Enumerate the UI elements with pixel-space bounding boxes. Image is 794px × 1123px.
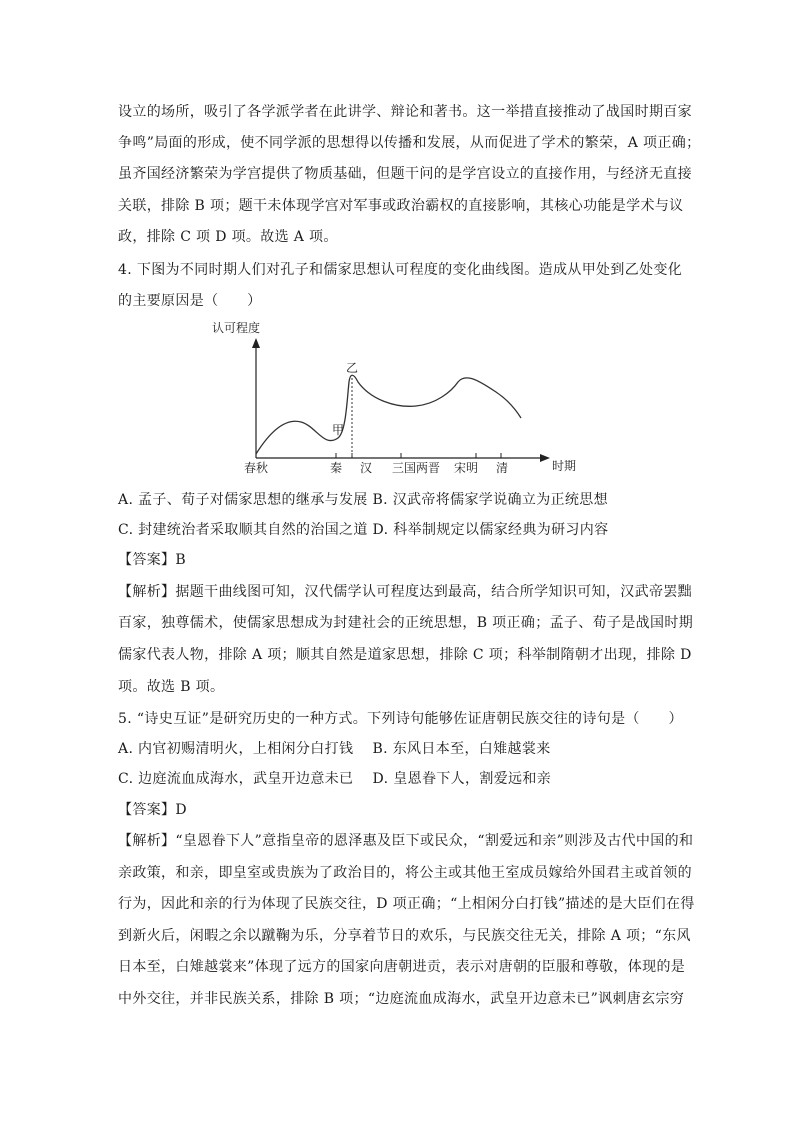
text-line: A. 内官初赐清明火，上相闲分白打钱 B. 东风日本至，白雉越裳来	[118, 741, 551, 757]
text-line: 行为，因此和亲的行为体现了民族交往，D 项正确；“上相闲分白打钱”描述的是大臣们在得	[118, 896, 695, 912]
text-line: 【解析】“皇恩眷下人”意指皇帝的恩泽惠及臣下或民众，“割爱远和亲”则涉及古代中国的和	[118, 833, 694, 849]
text-line: C. 边庭流血成海水，武皇开边意未已 D. 皇恩眷下人，割爱远和亲	[118, 771, 552, 787]
text-line: 【答案】B	[118, 552, 187, 568]
period-label: 清	[496, 461, 509, 475]
text-line: 日本至，白雉越裳来”体现了远方的国家向唐朝进贡，表示对唐朝的臣服和尊敬，体现的是	[118, 959, 686, 975]
text-line: 4. 下图为不同时期人们对孔子和儒家思想认可程度的变化曲线图。造成从甲处到乙处变化	[118, 262, 683, 278]
text-line: A. 孟子、荀子对儒家思想的继承与发展 B. 汉武帝将儒家学说确立为正统思想	[118, 492, 608, 508]
period-label: 汉	[360, 461, 373, 475]
text-line: 虽齐国经济繁荣为学宫提供了物质基础，但题干问的是学宫设立的直接作用，与经济无直接	[118, 166, 692, 182]
recognition-curve	[256, 375, 521, 454]
text-line: 争鸣”局面的形成，使不同学派的思想得以传播和发展，从而促进了学术的繁荣，A 项正确；	[118, 135, 701, 151]
text-line: 关联，排除 B 项；题干未体现学宫对军事或政治霸权的直接影响，其核心功能是学术与议	[118, 198, 684, 214]
text-line: 的主要原因是（ ）	[118, 293, 262, 309]
y-axis-label: 认可程度	[212, 321, 261, 335]
period-label: 三国两晋	[392, 461, 441, 475]
y-axis-arrow-icon	[252, 338, 260, 348]
period-label: 秦	[330, 461, 343, 475]
recognition-curve-figure	[212, 320, 586, 480]
text-line: C. 封建统治者采取顺其自然的治国之道 D. 科举制规定以儒家经典为研习内容	[118, 522, 609, 538]
period-label: 春秋	[244, 461, 269, 475]
x-ticks	[256, 453, 501, 458]
text-line: 儒家代表人物，排除 A 项；顺其自然是道家思想，排除 C 项；科举制隋朝才出现，排除 D	[118, 647, 692, 663]
x-axis-label: 时期	[552, 459, 577, 473]
text-line: 设立的场所，吸引了各学派学者在此讲学、辩论和著书。这一举措直接推动了战国时期百家	[118, 104, 692, 120]
text-line: 项。故选 B 项。	[118, 679, 225, 695]
text-line: 【答案】D	[118, 802, 187, 818]
period-label: 宋明	[454, 461, 479, 475]
text-line: 百家，独尊儒术，使儒家思想成为封建社会的正统思想，B 项正确；孟子、荀子是战国时期	[118, 615, 694, 631]
mark-jia: 甲	[332, 423, 345, 437]
x-axis-arrow-icon	[540, 454, 550, 462]
text-line: 政，排除 C 项 D 项。故选 A 项。	[118, 229, 338, 245]
text-line: 亲政策，和亲，即皇室或贵族为了政治目的，将公主或其他王室成员嫁给外国君主或首领的	[118, 865, 692, 881]
text-line: 5. “诗史互证”是研究历史的一种方式。下列诗句能够佐证唐朝民族交往的诗句是（ ）	[118, 711, 683, 727]
text-line: 【解析】据题干曲线图可知，汉代儒学认可程度达到最高，结合所学知识可知，汉武帝罢黜	[118, 584, 692, 600]
mark-yi: 乙	[346, 361, 359, 375]
text-line: 到新火后，闲暇之余以蹴鞠为乐，分享着节日的欢乐，与民族交往无关，排除 A 项；“东风	[118, 928, 691, 944]
text-line: 中外交往，并非民族关系，排除 B 项；“边庭流血成海水，武皇开边意未已”讽刺唐玄宗穷	[118, 991, 685, 1007]
